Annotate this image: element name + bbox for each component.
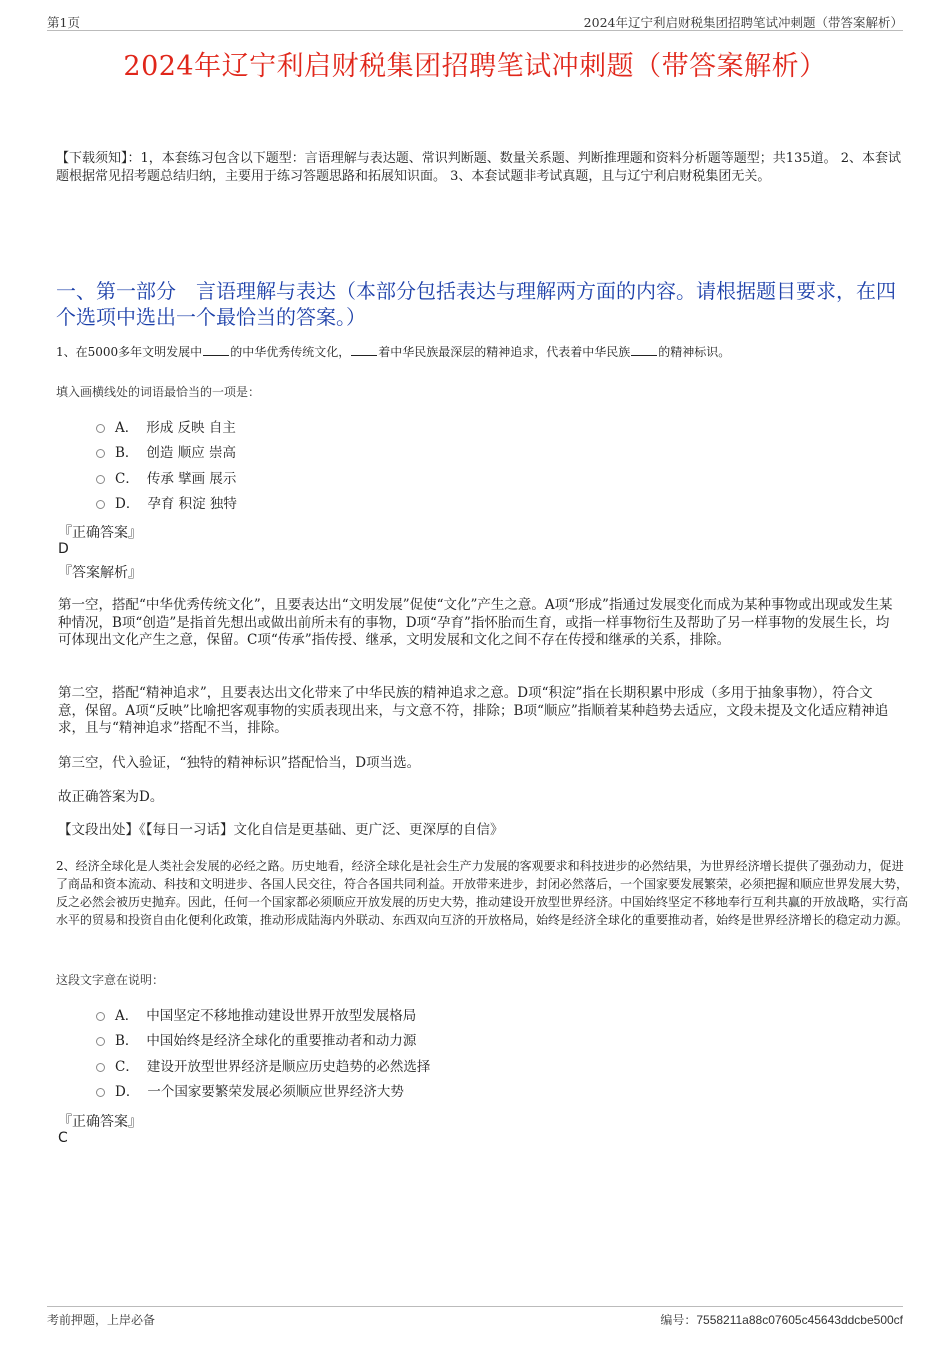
question-2-stem: 2、经济全球化是人类社会发展的必经之路。历史地看，经济全球化是社会生产力发展的客观要求和科技进步的必然结果，为世界经济增长提供了强劲动力，促进了商品和资本流动、科技和文明进步、各国人民交往，符合各国共同利益。开放带来进步，封闭必然落后，一个国家要发展繁荣，必须把握和顺应世界发展大势，反之必然会被历史抛弃。因此，任何一个国家都必须顺应开放发展的历史大势，推动建设开放型世界经济。中国始终坚定不移地奉行互利共赢的开放战略，实行高水平的贸易和投资自由化便利化政策，推动形成陆海内外联动、东西双向互济的开放格局，始终是经济全球化的重要推动者，始终是世界经济增长的稳定动力源。 — [56, 859, 909, 927]
q1-analysis-paragraph: 第三空，代入验证，“独特的精神标识”搭配恰当，D项当选。 — [58, 755, 421, 771]
radio-icon[interactable] — [96, 424, 105, 433]
q1-analysis-tag: 『答案解析』 — [58, 565, 142, 581]
download-notice: 【下载须知】：1，本套练习包含以下题型：言语理解与表达题、常识判断题、数量关系题、判断推理题和资料分析题等题型；共135道。 2、本套试题根据常见招考题总结归纳，主要用于练习答题思路和拓展知识面。 3、本套试题非考试真题，且与辽宁利启财税集团无关。 — [56, 151, 901, 184]
question-1-options — [96, 413, 237, 515]
q1-analysis-paragraph: 第二空，搭配“精神追求”，且要表达出文化带来了中华民族的精神追求之意。D项“积淀”指在长期积累中形成（多用于抽象事物），符合文意，保留。A项“反映”比喻把客观事物的实质表现出来，与文意不符，排除；B项“顺应”指顺着某种趋势去适应，文段未提及文化适应精神追求，且与“精神追求”搭配不当，排除。 — [58, 685, 889, 736]
q1-answer-tag: 『正确答案』 — [58, 525, 142, 541]
q2-answer-tag: 『正确答案』 — [58, 1114, 142, 1130]
blank-2 — [351, 344, 377, 356]
q2-option-d[interactable]: D． 一个国家要繁荣发展必须顺应世界经济大势 — [96, 1078, 430, 1104]
footer-slogan: 考前押题，上岸必备 — [47, 1313, 156, 1327]
footer-code: 编号：7558211a88c07605c45643ddcbe500cf — [660, 1313, 903, 1327]
q1-answer: D — [58, 541, 69, 557]
blank-1 — [203, 344, 229, 356]
question-1-stem: 1、在5000多年文明发展中 的中华优秀传统文化， 着中华民族最深层的精神追求，代表着中华民族 的精神标识。 — [56, 345, 731, 359]
blank-3 — [631, 344, 657, 356]
page-header — [47, 12, 903, 31]
page-number: 第1页 — [47, 15, 80, 30]
document-title: 2024年辽宁利启财税集团招聘笔试冲刺题（带答案解析） — [123, 51, 827, 82]
radio-icon[interactable] — [96, 1037, 105, 1046]
radio-icon[interactable] — [96, 1012, 105, 1021]
page-footer — [47, 1306, 903, 1327]
q1-option-c[interactable]: C． 传承 擘画 展示 — [96, 464, 237, 490]
q1-option-a[interactable]: A． 形成 反映 自主 — [96, 413, 237, 439]
radio-icon[interactable] — [96, 1088, 105, 1097]
q1-analysis-paragraph: 故正确答案为D。 — [58, 789, 164, 805]
question-2-options — [96, 1001, 430, 1103]
q1-analysis-paragraph: 第一空，搭配“中华优秀传统文化”，且要表达出“文明发展”促使“文化”产生之意。A项“形成”指通过发展变化而成为某种事物或出现或发生某种情况，B项“创造”是指首先想出或做出前所未有的事物，D项“孕育”指怀胎而生育，或指一样事物衍生及帮助了另一样事物的发展生长，均可体现出文化产生之意，保留。C项“传承”指传授、继承，文明发展和文化之间不存在传授和继承的关系，排除。 — [58, 597, 893, 648]
header-doc-title: 2024年辽宁利启财税集团招聘笔试冲刺题（带答案解析） — [583, 15, 903, 30]
q1-source: 【文段出处】《【每日一习话】文化自信是更基础、更广泛、更深厚的自信》 — [58, 822, 504, 838]
radio-icon[interactable] — [96, 1063, 105, 1072]
q2-option-b[interactable]: B． 中国始终是经济全球化的重要推动者和动力源 — [96, 1027, 430, 1053]
q1-option-b[interactable]: B． 创造 顺应 崇高 — [96, 439, 237, 465]
section-heading: 一、第一部分 言语理解与表达（本部分包括表达与理解两方面的内容。请根据题目要求，在四个选项中选出一个最恰当的答案。） — [56, 279, 896, 329]
radio-icon[interactable] — [96, 500, 105, 509]
q2-option-a[interactable]: A． 中国坚定不移地推动建设世界开放型发展格局 — [96, 1001, 430, 1027]
q2-answer: C — [58, 1130, 68, 1146]
question-2-prompt: 这段文字意在说明： — [56, 973, 165, 987]
q2-option-c[interactable]: C． 建设开放型世界经济是顺应历史趋势的必然选择 — [96, 1052, 430, 1078]
q1-option-d[interactable]: D． 孕育 积淀 独特 — [96, 490, 237, 516]
radio-icon[interactable] — [96, 475, 105, 484]
question-1-prompt: 填入画横线处的词语最恰当的一项是： — [56, 385, 261, 399]
radio-icon[interactable] — [96, 449, 105, 458]
